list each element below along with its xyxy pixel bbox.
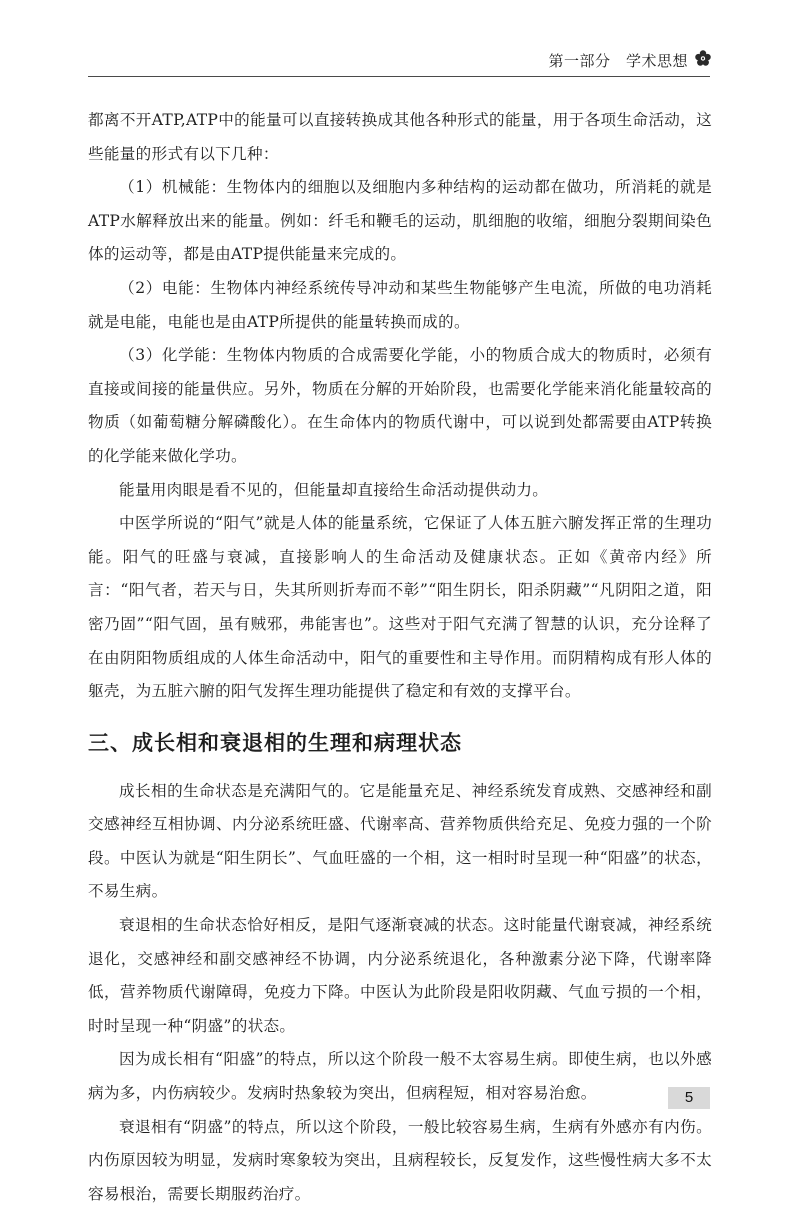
paragraph: 成长相的生命状态是充满阳气的。它是能量充足、神经系统发育成熟、交感神经和副交感神经互相协调、内分泌系统旺盛、代谢率高、营养物质供给充足、免疫力强的一个阶段。中医认为就是“阳生阴长”、气血旺盛的一个相，这一相时时呈现一种“阳盛”的状态，不易生病。: [88, 781, 712, 901]
paragraph: 中医学所说的“阳气”就是人体的能量系统，它保证了人体五脏六腑发挥正常的生理功能。阳气的旺盛与衰减，直接影响人的生命活动及健康状态。正如《黄帝内经》所言：“阳气者，若天与日，失其所则折寿而不彰”“阳生阴长，阳杀阴藏”“凡阴阳之道，阳密乃固”“阳气固，虽有贼邪，弗能害也”。这些对于阳气充满了智慧的认识，充分诠释了在由阴阳物质组成的人体生命活动中，阳气的重要性和主导作用。而阴精构成有形人体的躯壳，为五脏六腑的阳气发挥生理功能提供了稳定和有效的支撑平台。: [88, 514, 712, 701]
paragraph: （2）电能：生物体内神经系统传导冲动和某些生物能够产生电流，所做的电功消耗就是电能，电能也是由ATP所提供的能量转换而成的。: [88, 278, 712, 331]
page-number: 5: [668, 1087, 710, 1109]
running-title: 第一部分 学术思想: [548, 52, 688, 70]
paragraph: 都离不开ATP,ATP中的能量可以直接转换成其他各种形式的能量，用于各项生命活动，这些能量的形式有以下几种：: [88, 111, 712, 163]
section-heading: 三、成长相和衰退相的生理和病理状态: [88, 730, 462, 755]
paragraph: 因为成长相有“阳盛”的特点，所以这个阶段一般不太容易生病。即使生病，也以外感病为多，内伤病较少。发病时热象较为突出，但病程短，相对容易治愈。: [88, 1050, 712, 1103]
flower-icon: [694, 49, 712, 67]
paragraph: （1）机械能：生物体内的细胞以及细胞内多种结构的运动都在做功，所消耗的就是ATP水解释放出来的能量。例如：纤毛和鞭毛的运动，肌细胞的收缩，细胞分裂期间染色体的运动等，都是由ATP提供能量来完成的。: [88, 178, 712, 264]
running-header: [88, 44, 710, 77]
page-body: [88, 104, 712, 1211]
paragraph: （3）化学能：生物体内物质的合成需要化学能，小的物质合成大的物质时，必须有直接或间接的能量供应。另外，物质在分解的开始阶段，也需要化学能来消化能量较高的物质（如葡萄糖分解磷酸化）。在生命体内的物质代谢中，可以说到处都需要由ATP转换的化学能来做化学功。: [88, 346, 712, 465]
paragraph: 能量用肉眼是看不见的，但能量却直接给生命活动提供动力。: [119, 480, 549, 499]
paragraph: 衰退相有“阴盛”的特点，所以这个阶段，一般比较容易生病，生病有外感亦有内伤。内伤原因较为明显，发病时寒象较为突出，且病程较长，反复发作，这些慢性病大多不太容易根治，需要长期服药治疗。: [88, 1117, 712, 1203]
paragraph: 衰退相的生命状态恰好相反，是阳气逐渐衰减的状态。这时能量代谢衰减，神经系统退化，交感神经和副交感神经不协调，内分泌系统退化，各种激素分泌下降，代谢率降低，营养物质代谢障碍，免疫力下降。中医认为此阶段是阳收阴藏、气血亏损的一个相，时时呈现一种“阴盛”的状态。: [88, 916, 712, 1035]
